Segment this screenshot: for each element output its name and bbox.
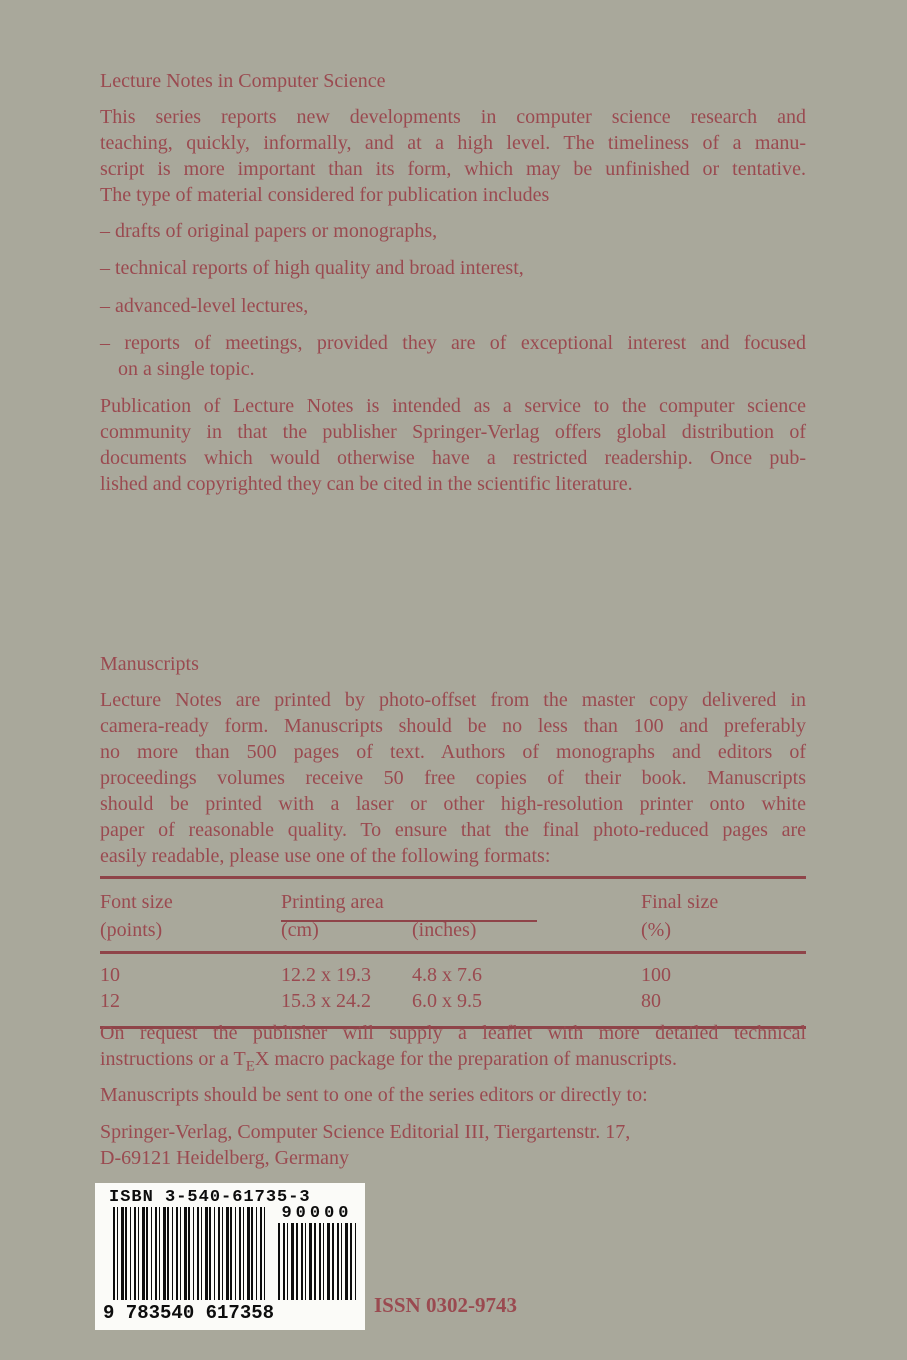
paragraph-line: script is more important than its form, which may be unfinished or tentative. <box>100 158 806 180</box>
paragraph-line: This series reports new developments in computer science research and <box>100 106 806 128</box>
paragraph-line: no more than 500 pages of text. Authors of monographs and editors of <box>100 741 806 763</box>
list-item-lectures: – advanced-level lectures, <box>100 295 309 317</box>
table-row <box>100 988 806 1014</box>
paragraph-line: Publication of Lecture Notes is intended as a service to the computer science <box>100 395 806 417</box>
paragraph-line-tex <box>100 1046 806 1079</box>
column-header-font-size: Font size <box>100 891 173 913</box>
ean5-addon-barcode-bars <box>278 1223 356 1300</box>
cell-final-size: 80 <box>641 990 661 1012</box>
paragraph-line: The type of material considered for publication includes <box>100 184 550 206</box>
paragraph-line: camera-ready form. Manuscripts should be no less than 100 and preferably <box>100 715 806 737</box>
manuscripts-paragraph <box>100 687 806 869</box>
paragraph-line: lished and copyrighted they can be cited in the scientific literature. <box>100 473 633 495</box>
paragraph-line: proceedings volumes receive 50 free copies of their book. Manuscripts <box>100 767 806 789</box>
intro-paragraph <box>100 104 806 208</box>
table-header-row-1 <box>100 889 806 917</box>
tex-subscript-e: E <box>245 1058 255 1075</box>
column-unit-inches: (inches) <box>412 919 477 941</box>
list-item-meetings-line1: – reports of meetings, provided they are of exceptional interest and focused <box>100 332 806 354</box>
cell-font-size: 10 <box>100 964 120 986</box>
list-item-technical-reports: – technical reports of high quality and broad interest, <box>100 257 524 279</box>
cell-inches: 4.8 x 7.6 <box>412 964 482 986</box>
request-paragraph <box>100 1020 806 1079</box>
cell-cm: 15.3 x 24.2 <box>281 990 371 1012</box>
barcode-addon-digits: 90000 <box>281 1204 353 1223</box>
paragraph-line: easily readable, please use one of the following formats: <box>100 845 551 867</box>
publication-paragraph <box>100 393 806 497</box>
cell-cm: 12.2 x 19.3 <box>281 964 371 986</box>
cell-final-size: 100 <box>641 964 671 986</box>
list-item-meetings-line2: on a single topic. <box>118 358 255 380</box>
column-unit-cm: (cm) <box>281 919 319 941</box>
column-group-header-printing-area: Printing area <box>281 889 537 922</box>
tex-suffix: X macro package for the preparation of manuscripts. <box>254 1048 677 1070</box>
send-to-line: Manuscripts should be sent to one of the series editors or directly to: <box>100 1084 648 1106</box>
paragraph-line: paper of reasonable quality. To ensure that the final photo-reduced pages are <box>100 819 806 841</box>
paragraph-line: teaching, quickly, informally, and at a high level. The timeliness of a manu- <box>100 132 806 154</box>
address-line: Springer-Verlag, Computer Science Editorial III, Tiergartenstr. 17, <box>100 1121 631 1143</box>
paragraph-line: On request the publisher will supply a leaflet with more detailed technical <box>100 1022 806 1044</box>
table-header-rule <box>100 951 806 954</box>
table-row <box>100 962 806 988</box>
publisher-address <box>100 1119 806 1171</box>
series-title: Lecture Notes in Computer Science <box>100 70 386 92</box>
address-line: D-69121 Heidelberg, Germany <box>100 1147 350 1169</box>
isbn-barcode <box>95 1183 365 1330</box>
isbn-number-text: ISBN 3-540-61735-3 <box>109 1188 311 1207</box>
paragraph-line: community in that the publisher Springer-Verlag offers global distribution of <box>100 421 806 443</box>
table-header-row-2 <box>100 917 806 951</box>
paragraph-line: Lecture Notes are printed by photo-offset from the master copy delivered in <box>100 689 806 711</box>
manuscripts-heading: Manuscripts <box>100 653 199 675</box>
list-item-drafts: – drafts of original papers or monographs, <box>100 220 438 242</box>
ean13-barcode-bars <box>113 1207 268 1300</box>
column-header-final-size: Final size <box>641 891 719 913</box>
paragraph-line: documents which would otherwise have a restricted readership. Once pub- <box>100 447 806 469</box>
paragraph-line: should be printed with a laser or other high-resolution printer onto white <box>100 793 806 815</box>
column-unit-percent: (%) <box>641 919 671 941</box>
ean13-digits: 9 783540 617358 <box>103 1302 275 1324</box>
issn-number: ISSN 0302-9743 <box>374 1293 517 1317</box>
column-unit-points: (points) <box>100 919 163 941</box>
cell-inches: 6.0 x 9.5 <box>412 990 482 1012</box>
cell-font-size: 12 <box>100 990 120 1012</box>
tex-prefix: instructions or a T <box>100 1048 246 1070</box>
format-table <box>100 876 806 1029</box>
